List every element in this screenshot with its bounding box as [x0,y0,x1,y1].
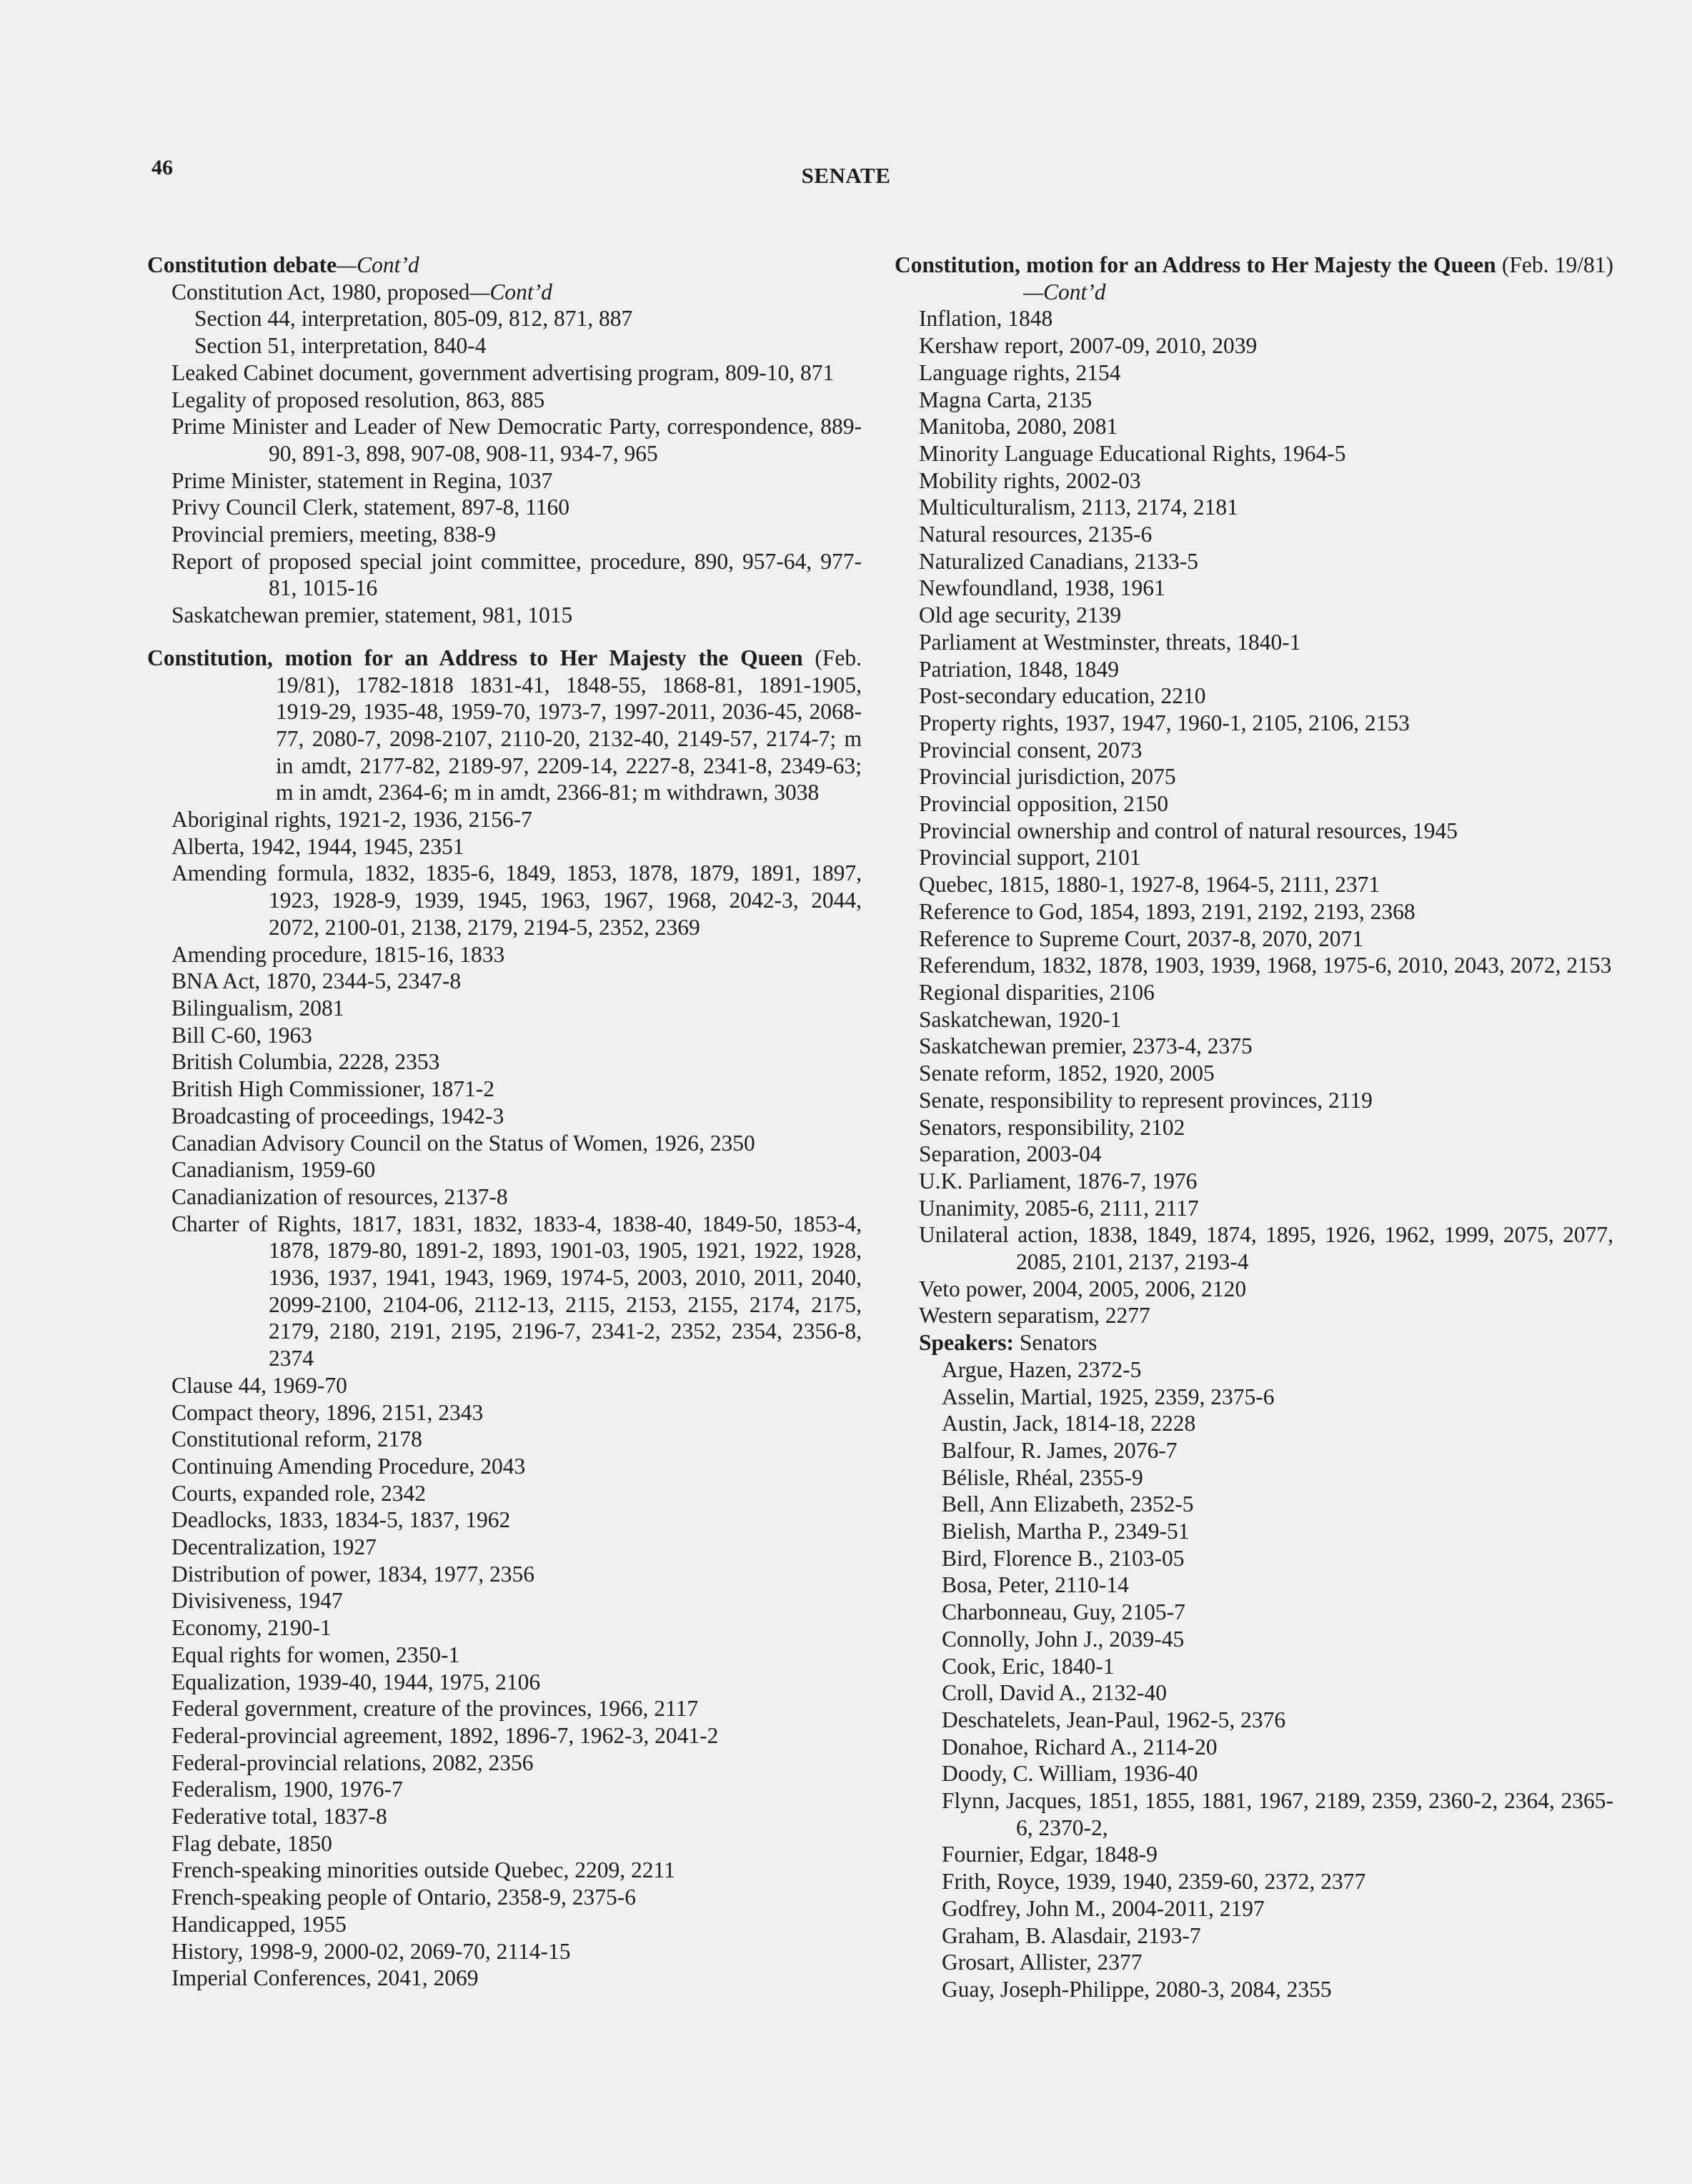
index-entry [895,602,1613,629]
entry-text: Constitutional reform, 2178 [171,1426,422,1452]
index-subentry [895,1653,1613,1680]
index-entry [895,1006,1613,1033]
index-entry [895,1141,1613,1168]
entry-heading-text: Constitution, motion for an Address to Her Majesty the Queen [147,645,803,670]
index-entry [895,359,1613,387]
entry-text: Bosa, Peter, 2110-14 [942,1572,1129,1598]
entry-text: Grosart, Allister, 2377 [942,1950,1143,1975]
index-entry [895,979,1613,1006]
index-entry [147,1507,862,1534]
entry-text: Broadcasting of proceedings, 1942-3 [171,1103,504,1128]
index-entry [895,763,1613,790]
running-title: SENATE [801,163,891,188]
index-subentry [895,1976,1613,2003]
entry-text: Magna Carta, 2135 [919,387,1093,412]
entry-text: Bird, Florence B., 2103-05 [942,1545,1185,1571]
entry-text: Leaked Cabinet document, government advertising program, 809-10, 871 [171,359,835,385]
index-heading [895,252,1613,305]
index-entry [895,332,1613,359]
index-entry [147,860,862,940]
entry-text: Multiculturalism, 2113, 2174, 2181 [919,495,1238,520]
entry-text: Austin, Jack, 1814-18, 2228 [942,1411,1196,1436]
index-entry [895,844,1613,871]
index-entry [147,1426,862,1453]
entry-text: Prime Minister and Leader of New Democratic Party, correspondence, 889-90, 891-3, 898, 907-08, 908-11, 934-7, 965 [171,414,862,466]
entry-text: Inflation, 1848 [919,306,1053,332]
index-subentry [895,1626,1613,1653]
entry-text: History, 1998-9, 2000-02, 2069-70, 2114-15 [171,1938,571,1964]
index-entry [895,629,1613,656]
index-entry [895,737,1613,764]
entry-text: Guay, Joseph-Philippe, 2080-3, 2084, 2355 [942,1977,1332,2002]
index-subentry [895,1518,1613,1545]
index-subentry [895,1437,1613,1464]
entry-text: Cook, Eric, 1840-1 [942,1653,1115,1679]
index-entry [147,467,862,495]
entry-text: Federalism, 1900, 1976-7 [171,1777,403,1802]
entry-text: Deadlocks, 1833, 1834-5, 1837, 1962 [171,1507,511,1533]
index-subentry [147,332,862,359]
entry-text: Economy, 2190-1 [171,1615,332,1641]
entry-text: Continuing Amending Procedure, 2043 [171,1453,526,1479]
entry-heading-text: Constitution debate [147,252,337,277]
index-entry [147,359,862,387]
entry-text: Flag debate, 1850 [171,1830,332,1856]
index-entry [895,925,1613,953]
index-entry [147,806,862,833]
index-entry [895,710,1613,737]
index-subentry [895,1949,1613,1976]
index-entry [147,941,862,968]
index-subentry [895,1384,1613,1411]
index-entry [147,1965,862,1992]
entry-text: Reference to Supreme Court, 2037-8, 2070, 2071 [919,925,1363,951]
index-entry [147,1695,862,1722]
index-entry [895,1114,1613,1141]
index-entry [147,1022,862,1049]
index-entry [895,656,1613,683]
index-entry [147,1372,862,1399]
index-entry [147,1048,862,1076]
index-entry [147,521,862,548]
entry-text: Veto power, 2004, 2005, 2006, 2120 [919,1276,1247,1301]
index-entry [147,387,862,414]
entry-text: Provincial premiers, meeting, 838-9 [171,522,497,547]
index-heading [147,645,862,806]
entry-text: Quebec, 1815, 1880-1, 1927-8, 1964-5, 2111, 2371 [919,872,1380,898]
index-entry [895,1276,1613,1303]
index-entry [147,1776,862,1803]
entry-text: Separation, 2003-04 [919,1141,1102,1167]
entry-text: Bélisle, Rhéal, 2355-9 [942,1464,1143,1490]
entry-text: Post-secondary education, 2210 [919,683,1206,709]
entry-text: Federative total, 1837-8 [171,1804,387,1830]
index-entry [147,1480,862,1507]
index-subentry [895,1491,1613,1518]
index-heading [147,252,862,279]
entry-text: Provincial jurisdiction, 2075 [919,764,1176,790]
entry-text: Donahoe, Richard A., 2114-20 [942,1734,1218,1759]
entry-text: Canadian Advisory Council on the Status of Women, 1926, 2350 [171,1130,755,1156]
index-entry [147,413,862,467]
entry-text: Reference to God, 1854, 1893, 2191, 2192, 2193, 2368 [919,898,1415,924]
entry-text: Asselin, Martial, 1925, 2359, 2375-6 [942,1384,1275,1409]
index-entry [895,548,1613,575]
index-subentry [895,1841,1613,1868]
index-subentry [147,305,862,332]
entry-text: Provincial support, 2101 [919,845,1141,870]
entry-text: Distribution of power, 1834, 1977, 2356 [171,1561,534,1587]
entry-text: Bell, Ann Elizabeth, 2352-5 [942,1491,1194,1517]
entry-text: Saskatchewan, 1920-1 [919,1006,1122,1032]
index-entry [895,413,1613,440]
entry-text: Compact theory, 1896, 2151, 2343 [171,1399,484,1425]
index-subentry [895,1760,1613,1787]
entry-text: Frith, Royce, 1939, 1940, 2359-60, 2372, 2377 [942,1869,1366,1895]
index-entry [895,467,1613,495]
index-subentry [895,1734,1613,1761]
index-entry [147,1803,862,1830]
index-entry [895,898,1613,925]
index-entry [147,1453,862,1480]
entry-text: Senators [1014,1330,1098,1356]
entry-text: Flynn, Jacques, 1851, 1855, 1881, 1967, 2189, 2359, 2360-2, 2364, 2365-6, 2370-2, [942,1788,1613,1840]
entry-text: Charbonneau, Guy, 2105-7 [942,1599,1185,1625]
index-entry [147,1642,862,1669]
index-entry [895,1087,1613,1114]
index-entry [895,682,1613,710]
entry-text: Natural resources, 2135-6 [919,522,1153,547]
entry-text: Equalization, 1939-40, 1944, 1975, 2106 [171,1669,541,1694]
index-entry [147,602,862,629]
index-entry [895,1060,1613,1087]
entry-text: Equal rights for women, 2350-1 [171,1642,460,1667]
entry-text: Constitution Act, 1980, proposed [171,279,470,304]
index-entry [147,968,862,995]
index-entry [147,1749,862,1777]
index-entry [147,1211,862,1372]
index-entry [895,818,1613,845]
entry-text: Amending procedure, 1815-16, 1833 [171,941,505,967]
entry-text: (Feb. 19/81), 1782-1818 1831-41, 1848-55, 1868-81, 1891-1905, 1919-29, 1935-48, 1959-70, 1973-7, 1997-2011, 2036-45, 2068-77, 2080-7, 2098-2107, 2110-20, 2132-40, 2149-57, 2174-7; m in amdt, 2177-82, 2189-97, 2209-14, 2227-8, 2341-8, 2349-63; m in amdt, 2364-6; m in amdt, 2366-81; m withdrawn, 3038 [276,645,862,805]
entry-text: British High Commissioner, 1871-2 [171,1076,494,1102]
entry-text: U.K. Parliament, 1876-7, 1976 [919,1168,1198,1193]
index-entry [895,440,1613,467]
entry-text: Report of proposed special joint committee, procedure, 890, 957-64, 977-81, 1015-16 [171,548,862,601]
entry-text: Imperial Conferences, 2041, 2069 [171,1965,479,1991]
entry-text: Provincial opposition, 2150 [919,791,1169,817]
entry-text: Canadianism, 1959-60 [171,1157,376,1183]
entry-text: Kershaw report, 2007-09, 2010, 2039 [919,333,1258,359]
entry-text: British Columbia, 2228, 2353 [171,1049,440,1075]
entry-text: French-speaking people of Ontario, 2358-9, 2375-6 [171,1885,636,1910]
index-entry [895,305,1613,332]
index-subentry [895,1787,1613,1841]
entry-heading-text: Speakers: [919,1330,1014,1356]
entry-text: Provincial ownership and control of natural resources, 1945 [919,818,1458,843]
entry-text: Handicapped, 1955 [171,1911,347,1937]
entry-text: Bill C-60, 1963 [171,1022,312,1048]
index-entry [147,494,862,521]
entry-text: Mobility rights, 2002-03 [919,467,1141,493]
index-entry [147,1830,862,1857]
entry-text: Bilingualism, 2081 [171,995,344,1021]
entry-text: BNA Act, 1870, 2344-5, 2347-8 [171,968,462,994]
entry-text: Charter of Rights, 1817, 1831, 1832, 1833-4, 1838-40, 1849-50, 1853-4, 1878, 1879-80, 1891-2, 1893, 1901-03, 1905, 1921, 1922, 1928, 1936, 1937, 1941, 1943, 1969, 1974-5, 2003, 2010, 2011, 2040, 2099-2100, 2104-06, 2112-13, 2115, 2153, 2155, 2174, 2175, 2179, 2180, 2191, 2195, 2196-7, 2341-2, 2352, 2354, 2356-8, 2374 [171,1211,862,1371]
index-entry [147,1399,862,1426]
entry-text: Balfour, R. James, 2076-7 [942,1437,1178,1463]
index-entry [147,1103,862,1130]
index-subentry [895,1868,1613,1895]
entry-text: Godfrey, John M., 2004-2011, 2197 [942,1895,1265,1921]
index-entry [147,279,862,306]
index-entry [895,521,1613,548]
entry-text: Divisiveness, 1947 [171,1588,343,1614]
entry-text: Privy Council Clerk, statement, 897-8, 1160 [171,495,570,520]
index-entry [147,1884,862,1911]
entry-text: Saskatchewan premier, statement, 981, 1015 [171,602,573,628]
page-number: 46 [151,156,173,179]
entry-text: Old age security, 2139 [919,602,1122,628]
entry-text: Manitoba, 2080, 2081 [919,414,1118,440]
continued-marker: —Cont’d [1023,279,1106,304]
entry-text: Western separatism, 2277 [919,1303,1150,1329]
entry-text: Aboriginal rights, 1921-2, 1936, 2156-7 [171,807,532,833]
index-entry [895,1221,1613,1275]
index-entry [147,1561,862,1588]
index-subentry [895,1679,1613,1707]
continued-marker: —Cont’d [337,252,419,277]
index-entry [147,548,862,602]
entry-text: Amending formula, 1832, 1835-6, 1849, 1853, 1878, 1879, 1891, 1897, 1923, 1928-9, 1939, 1945, 1963, 1967, 1968, 2042-3, 2044, 2072, 2100-01, 2138, 2179, 2194-5, 2352, 2369 [171,860,862,940]
entry-text: Naturalized Canadians, 2133-5 [919,548,1198,574]
entry-text: Doody, C. William, 1936-40 [942,1761,1198,1787]
entry-text: (Feb. 19/81) [1496,252,1613,277]
entry-text: Clause 44, 1969-70 [171,1372,347,1398]
index-subentry [895,1410,1613,1437]
index-entry [895,494,1613,521]
index-entry [895,1329,1613,1356]
continued-marker: —Cont’d [469,279,552,304]
entry-text: Patriation, 1848, 1849 [919,656,1119,682]
index-entry [895,1195,1613,1222]
entry-text: Alberta, 1942, 1944, 1945, 2351 [171,833,464,859]
entry-text: Language rights, 2154 [919,359,1121,385]
entry-heading-text: Constitution, motion for an Address to Her Majesty the Queen [895,252,1496,277]
index-entry [147,1183,862,1211]
entry-text: Argue, Hazen, 2372-5 [942,1356,1142,1382]
entry-text: Provincial consent, 2073 [919,737,1143,763]
entry-text: Canadianization of resources, 2137-8 [171,1183,508,1209]
index-entry [895,1168,1613,1195]
entry-text: Deschatelets, Jean-Paul, 1962-5, 2376 [942,1707,1286,1732]
index-column-right [895,252,1613,2003]
index-entry [147,1938,862,1965]
entry-text: Minority Language Educational Rights, 1964-5 [919,440,1346,466]
entry-text: Referendum, 1832, 1878, 1903, 1939, 1968, 1975-6, 2010, 2043, 2072, 2153 [919,953,1612,978]
index-entry [147,1857,862,1884]
entry-text: Unanimity, 2085-6, 2111, 2117 [919,1195,1199,1221]
entry-text: Section 44, interpretation, 805-09, 812, 871, 887 [194,306,633,332]
index-subentry [895,1572,1613,1599]
entry-text: Croll, David A., 2132-40 [942,1680,1167,1706]
entry-text: Senators, responsibility, 2102 [919,1114,1185,1140]
entry-text: French-speaking minorities outside Quebec, 2209, 2211 [171,1857,675,1883]
entry-text: Newfoundland, 1938, 1961 [919,575,1165,601]
index-entry [895,1033,1613,1060]
entry-text: Saskatchewan premier, 2373-4, 2375 [919,1033,1253,1059]
entry-text: Section 51, interpretation, 840-4 [194,333,487,359]
index-entry [147,1722,862,1749]
index-subentry [895,1464,1613,1491]
entry-text: Federal-provincial agreement, 1892, 1896-7, 1962-3, 2041-2 [171,1722,719,1748]
entry-text: Decentralization, 1927 [171,1534,377,1560]
entry-text: Senate reform, 1852, 1920, 2005 [919,1061,1215,1086]
entry-text: Property rights, 1937, 1947, 1960-1, 2105, 2106, 2153 [919,710,1410,735]
index-entry [147,995,862,1022]
index-subentry [895,1356,1613,1384]
entry-text: Fournier, Edgar, 1848-9 [942,1842,1158,1867]
entry-text: Connolly, John J., 2039-45 [942,1626,1185,1652]
index-subentry [895,1895,1613,1922]
index-entry [147,1534,862,1561]
index-entry [147,1911,862,1938]
index-subentry [895,1545,1613,1572]
entry-text: Unilateral action, 1838, 1849, 1874, 1895, 1926, 1962, 1999, 2075, 2077, 2085, 2101, 2137, 2193-4 [919,1222,1613,1275]
index-entry [147,1130,862,1157]
entry-text: Parliament at Westminster, threats, 1840-1 [919,629,1301,655]
entry-text: Courts, expanded role, 2342 [171,1480,427,1506]
entry-text: Legality of proposed resolution, 863, 885 [171,387,545,412]
entry-text: Regional disparities, 2106 [919,979,1155,1005]
index-entry [895,1302,1613,1329]
index-subentry [895,1922,1613,1950]
index-column-left [147,252,862,1992]
index-entry [147,1614,862,1642]
index-subentry [895,1599,1613,1626]
entry-text: Federal-provincial relations, 2082, 2356 [171,1749,534,1775]
index-entry [895,387,1613,414]
index-entry [147,1669,862,1696]
index-entry [895,575,1613,602]
index-entry [147,1076,862,1103]
index-entry [147,1156,862,1183]
index-entry [895,871,1613,898]
entry-text: Senate, responsibility to represent provinces, 2119 [919,1087,1373,1113]
index-entry [895,952,1613,979]
entry-text: Graham, B. Alasdair, 2193-7 [942,1922,1201,1948]
entry-text: Bielish, Martha P., 2349-51 [942,1519,1190,1544]
index-entry [147,1587,862,1614]
entry-text: Prime Minister, statement in Regina, 1037 [171,467,553,493]
index-entry [895,790,1613,818]
index-subentry [895,1707,1613,1734]
entry-text: Federal government, creature of the provinces, 1966, 2117 [171,1696,699,1722]
index-entry [147,833,862,860]
